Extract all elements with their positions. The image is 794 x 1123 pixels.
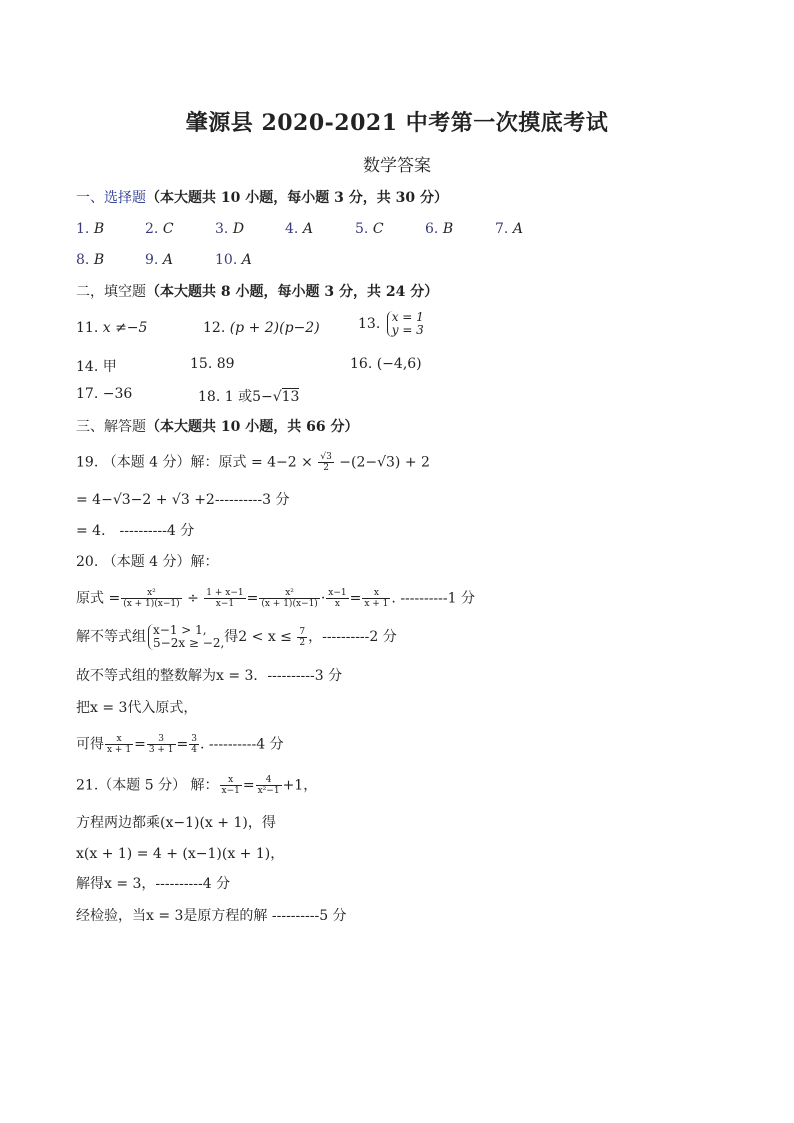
section-name: 填空题 bbox=[104, 284, 146, 300]
q19-line-3: = 4． ----------4 分 bbox=[76, 523, 195, 539]
fraction: $\frac{x-1}{x}$ bbox=[328, 588, 347, 609]
fill-answer-18: 18. 1 或5−√13 bbox=[198, 389, 300, 405]
section-prefix: 三、 bbox=[76, 419, 104, 435]
q21-line-5: 经检验，当x = 3是原方程的解 ----------5 分 bbox=[76, 908, 347, 924]
section-name: 选择题 bbox=[104, 190, 146, 206]
fraction: $\frac{x}{x + 1}$ bbox=[107, 734, 132, 755]
equation-system-brace: x = 1 y = 3 bbox=[387, 311, 424, 337]
section-choice-header bbox=[76, 188, 448, 208]
choice-answer-7: 7. A bbox=[495, 221, 523, 237]
section-solve-header bbox=[76, 417, 358, 437]
q21-line-4: 解得x = 3，----------4 分 bbox=[76, 876, 231, 892]
fraction: $\frac{7}{2}$ bbox=[299, 626, 306, 648]
section-desc: （本大题共 8 小题，每小题 3 分，共 24 分） bbox=[146, 284, 439, 300]
choice-answer-6: 6. B bbox=[425, 221, 454, 237]
section-prefix: 二， bbox=[76, 284, 104, 300]
q19-line-2: = 4−√3−2 + √3 +2----------3 分 bbox=[76, 492, 290, 508]
choice-answer-3: 3. D bbox=[215, 221, 245, 237]
q19-line-1: 19. （本题 4 分）解：原式 = 4−2 × $\frac{√3}{2}$ −(2−√3) + 2 bbox=[76, 452, 430, 473]
fraction: $\frac{\text{x²}}{(x + 1)(x-1)}$ bbox=[123, 588, 180, 609]
fill-answer-17: 17. −36 bbox=[76, 386, 133, 402]
choice-answer-2: 2. C bbox=[145, 221, 174, 237]
fill-answer-16: 16. (−4,6) bbox=[350, 356, 422, 372]
q20-line-1: 原式 = $\frac{\text{x²}}{(x + 1)(x-1)}$ ÷ $\frac{1 + x-1}{x-1}$ = $\frac{\text{x²}}{(x + 1)(x-1)}$ · $\frac{x-1}{x}$ = $\frac{x}{x + 1}$ . ----------1 分 bbox=[76, 588, 475, 609]
fraction: $\frac{4}{\text{x²−1}}$ bbox=[257, 775, 280, 796]
fraction: $\frac{3}{3 + 1}$ bbox=[148, 734, 174, 755]
fill-answer-11: 11. x ≠−5 bbox=[76, 320, 148, 336]
choice-answer-4: 4. A bbox=[285, 221, 313, 237]
q20-line-2: 解不等式组 x−1 > 1, 5−2x ≥ −2,得2 < x ≤ $\frac{7}{2}$ ，----------2 分 bbox=[76, 623, 397, 650]
fraction: $\frac{1 + x-1}{x-1}$ bbox=[206, 588, 244, 609]
q21-line-1: 21.（本题 5 分） 解： $\frac{x}{x-1}$ = $\frac{4}{\text{x²−1}}$ +1， bbox=[76, 775, 318, 796]
choice-answer-10: 10. A bbox=[215, 252, 252, 268]
fill-answer-13: 13. x = 1 y = 3 bbox=[358, 310, 424, 337]
section-prefix: 一、 bbox=[76, 190, 104, 206]
choice-answer-9: 9. A bbox=[145, 252, 173, 268]
fill-answer-14: 14. 甲 bbox=[76, 359, 117, 375]
choice-answer-1: 1. B bbox=[76, 221, 105, 237]
section-desc: （本大题共 10 小题，共 66 分） bbox=[146, 419, 359, 435]
q21-line-3: x(x + 1) = 4 + (x−1)(x + 1)， bbox=[76, 846, 285, 862]
q20-line-3: 故不等式组的整数解为x = 3．----------3 分 bbox=[76, 668, 343, 684]
page-subtitle: 数学答案 bbox=[363, 156, 431, 176]
inequality-system-brace: x−1 > 1, 5−2x ≥ −2, bbox=[148, 624, 224, 650]
section-desc: （本大题共 10 小题，每小题 3 分，共 30 分） bbox=[146, 190, 448, 206]
section-name: 解答题 bbox=[104, 419, 146, 435]
q21-line-2: 方程两边都乘(x−1)(x + 1)，得 bbox=[76, 815, 276, 831]
fill-answer-15: 15. 89 bbox=[190, 356, 235, 372]
sqrt-sign: √ bbox=[272, 389, 282, 405]
fill-answer-12: 12. (p + 2)(p−2) bbox=[203, 320, 320, 336]
choice-answer-8: 8. B bbox=[76, 252, 105, 268]
choice-answer-5: 5. C bbox=[355, 221, 384, 237]
fraction: $\frac{3}{4}$ bbox=[191, 734, 197, 755]
fraction: $\frac{x}{x + 1}$ bbox=[364, 588, 389, 609]
fraction: $\frac{x}{x-1}$ bbox=[221, 775, 240, 796]
q20-line-4: 把x = 3代入原式， bbox=[76, 700, 198, 716]
q20-head: 20. （本题 4 分）解： bbox=[76, 554, 219, 570]
page-title: 肇源县 2020-2021 中考第一次摸底考试 bbox=[185, 110, 609, 136]
fraction: $\frac{\text{x²}}{(x + 1)(x-1)}$ bbox=[261, 588, 318, 609]
section-fill-header bbox=[76, 282, 438, 302]
q20-line-5: 可得 $\frac{x}{x + 1}$ = $\frac{3}{3 + 1}$ = $\frac{3}{4}$ . ----------4 分 bbox=[76, 734, 284, 755]
fraction: $\frac{√3}{2}$ bbox=[320, 452, 332, 473]
